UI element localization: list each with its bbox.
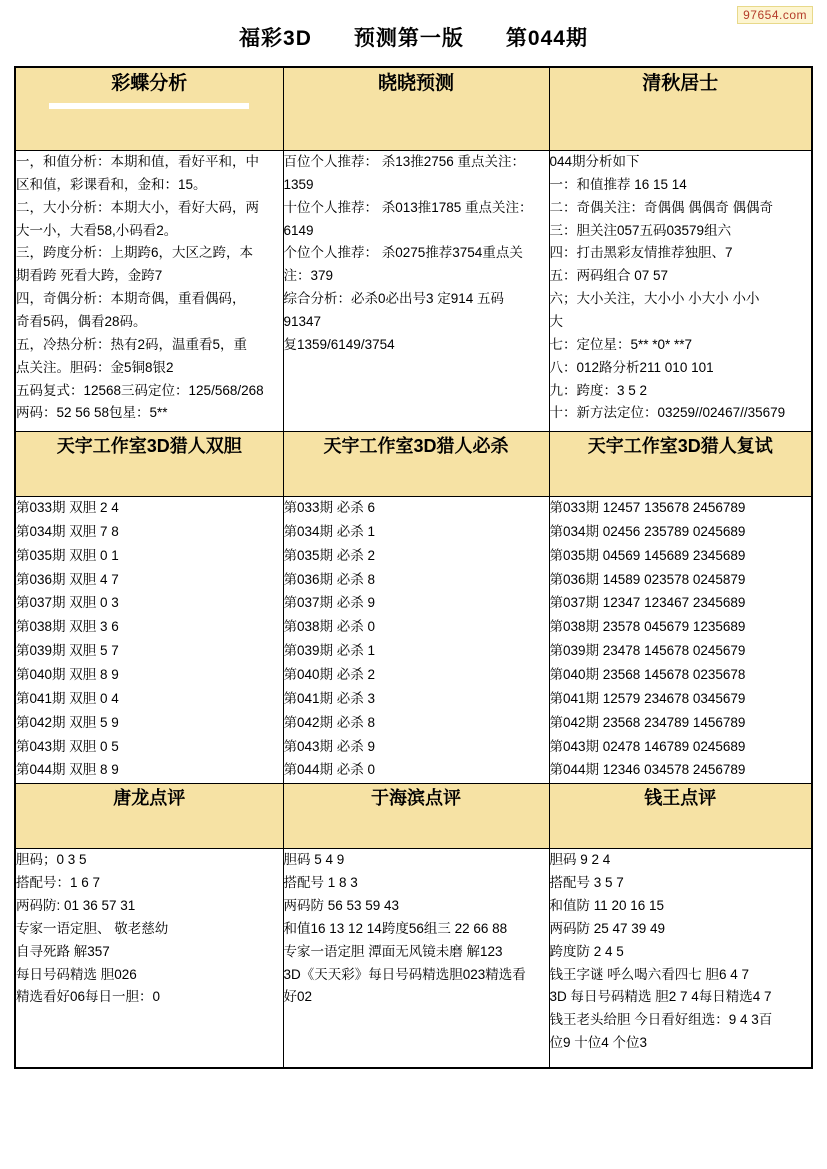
- text-line: 大一小，大看58,小码看2。: [16, 222, 178, 238]
- text-line: 每日号码精选 胆026: [16, 966, 137, 982]
- text-line: 和值防 11 20 16 15: [549, 898, 665, 914]
- section-body-bisha: [283, 497, 549, 784]
- text-line: 两码：52 56 58包星：5**: [16, 405, 168, 421]
- text-line: 专家一语定胆 潭面无风镜未磨 解123: [283, 943, 503, 959]
- text-line: 胆码；0 3 5: [16, 852, 87, 868]
- section-header-row: [15, 67, 812, 151]
- text-line: 第038期 双胆 3 6: [16, 619, 119, 635]
- text-line: 专家一语定胆、 敬老慈幼: [16, 920, 169, 936]
- text-line: 个位个人推荐： 杀0275推荐3754重点关: [283, 245, 523, 261]
- text-line: 胆码 9 2 4: [549, 852, 611, 868]
- text-line: 位9 十位4 个位3: [549, 1035, 648, 1051]
- section-body-row: [15, 151, 812, 432]
- text-line: 第041期 双胆 0 4: [16, 690, 119, 706]
- text-line: 第034期 02456 235789 0245689: [549, 523, 746, 539]
- section-title-cell: [283, 67, 549, 151]
- text-line: 三：胆关注057五码03579组六: [549, 222, 732, 238]
- text-line: 第041期 12579 234678 0345679: [549, 690, 746, 706]
- section-title-cell: [15, 784, 283, 849]
- text-line: 第043期 双胆 0 5: [16, 738, 119, 754]
- text-line: 第044期 必杀 0: [283, 762, 376, 778]
- text-line: 复1359/6149/3754: [283, 336, 395, 352]
- text-line: 大: [549, 314, 563, 330]
- site-watermark: 97654.com: [737, 6, 813, 24]
- text-line: 搭配号 3 5 7: [549, 875, 624, 891]
- text-line: 第039期 23478 145678 0245679: [549, 643, 746, 659]
- section-body-row: [15, 849, 812, 1069]
- text-line: 第040期 双胆 8 9: [16, 667, 119, 683]
- text-line: 第044期 12346 034578 2456789: [549, 762, 746, 778]
- text-line: 精选看好06每日一胆：0: [16, 989, 161, 1005]
- section-title-cell: [283, 784, 549, 849]
- section-header-row: [15, 432, 812, 497]
- section-title-cell: [283, 432, 549, 497]
- title-underline: [49, 103, 249, 109]
- text-line: 区和值，彩课看和，金和：15。: [16, 176, 207, 192]
- text-line: 第039期 必杀 1: [283, 643, 376, 659]
- text-line: 奇看5码，偶看28码。: [16, 314, 147, 330]
- text-line: 一，和值分析：本期和值，看好平和，中: [16, 154, 259, 169]
- section-title: 于海滨点评: [371, 788, 461, 809]
- text-line: 搭配号 1 8 3: [283, 875, 358, 891]
- text-line: 点关注。胆码：金5铜8银2: [16, 359, 174, 375]
- text-line: 第043期 必杀 9: [283, 738, 376, 754]
- text-line: 七：定位星：5** *0* **7: [549, 336, 693, 352]
- text-line: 第041期 必杀 3: [283, 690, 376, 706]
- text-line: 第035期 04569 145689 2345689: [549, 547, 746, 563]
- section-body-shuangdan: [15, 497, 283, 784]
- text-line: 五，冷热分析：热有2码，温重看5，重: [16, 336, 248, 352]
- text-line: 钱王字谜 呼么喝六看四七 胆6 4 7: [549, 966, 750, 982]
- text-line: 3D《天天彩》每日号码精选胆023精选看: [283, 966, 526, 982]
- text-line: 胆码 5 4 9: [283, 852, 345, 868]
- text-line: 1359: [283, 176, 314, 192]
- text-line: 第038期 必杀 0: [283, 619, 376, 635]
- text-line: 两码防 25 47 39 49: [549, 920, 666, 936]
- text-line: 91347: [283, 314, 322, 330]
- text-line: 第035期 双胆 0 1: [16, 547, 119, 563]
- text-line: 第036期 必杀 8: [283, 571, 376, 587]
- text-line: 第039期 双胆 5 7: [16, 643, 119, 659]
- section-title: 天宇工作室3D猎人双胆: [56, 436, 242, 456]
- section-title-cell: [549, 67, 812, 151]
- section-title-cell: [549, 784, 812, 849]
- text-line: 期看跨 死看大跨，金跨7: [16, 268, 163, 284]
- text-line: 第042期 23568 234789 1456789: [549, 714, 746, 730]
- section-title-cell: [15, 67, 283, 151]
- text-line: 第033期 必杀 6: [283, 500, 376, 515]
- text-line: 十：新方法定位：03259//02467//35679: [549, 405, 786, 421]
- text-line: 三，跨度分析：上期跨6，大区之跨，本: [16, 245, 254, 261]
- text-line: 6149: [283, 222, 314, 238]
- section-body-fushi: [549, 497, 812, 784]
- text-line: 第040期 必杀 2: [283, 667, 376, 683]
- text-line: 两码防: 01 36 57 31: [16, 898, 136, 914]
- section-title: 清秋居士: [642, 73, 719, 94]
- text-line: 第036期 双胆 4 7: [16, 571, 119, 587]
- text-line: 搭配号：1 6 7: [16, 875, 101, 891]
- section-title: 唐龙点评: [113, 788, 186, 809]
- text-line: 十位个人推荐： 杀013推1785 重点关注：: [283, 199, 533, 215]
- text-line: 第038期 23578 045679 1235689: [549, 619, 746, 635]
- text-line: 五：两码组合 07 57: [549, 268, 669, 284]
- section-body-qianwang: [549, 849, 812, 1069]
- section-body-xiaoxiao: [283, 151, 549, 432]
- section-header-row: [15, 784, 812, 849]
- text-line: 综合分析：必杀0必出号3 定914 五码: [283, 291, 505, 307]
- text-line: 四：打击黑彩友情推荐独胆、7: [549, 245, 733, 261]
- text-line: 五码复式：12568三码定位：125/568/268: [16, 382, 264, 398]
- text-line: 二：奇偶关注：奇偶偶 偶偶奇 偶偶奇: [549, 199, 774, 215]
- section-body-row: [15, 497, 812, 784]
- section-title: 晓晓预测: [377, 73, 454, 94]
- text-line: 第035期 必杀 2: [283, 547, 376, 563]
- text-line: 第036期 14589 023578 0245879: [549, 571, 746, 587]
- section-title: 天宇工作室3D猎人复试: [587, 436, 773, 456]
- text-line: 百位个人推荐： 杀13推2756 重点关注：: [283, 154, 526, 169]
- text-line: 第040期 23568 145678 0235678: [549, 667, 746, 683]
- section-title-cell: [15, 432, 283, 497]
- text-line: 044期分析如下: [549, 154, 640, 169]
- text-line: 第037期 双胆 0 3: [16, 595, 119, 611]
- section-title: 天宇工作室3D猎人必杀: [323, 436, 509, 456]
- text-line: 3D 每日号码精选 胆2 7 4每日精选4 7: [549, 989, 772, 1005]
- text-line: 两码防 56 53 59 43: [283, 898, 400, 914]
- text-line: 第044期 双胆 8 9: [16, 762, 119, 778]
- issue-label: 第044期: [505, 27, 588, 50]
- text-line: 自寻死路 解357: [16, 943, 110, 959]
- section-body-yuhaibin: [283, 849, 549, 1069]
- text-line: 第037期 必杀 9: [283, 595, 376, 611]
- prediction-sheet: [14, 66, 813, 1069]
- text-line: 第042期 双胆 5 9: [16, 714, 119, 730]
- section-title-cell: [549, 432, 812, 497]
- text-line: 八：012路分析211 010 101: [549, 359, 714, 375]
- text-line: 九：跨度：3 5 2: [549, 382, 648, 398]
- section-body-caidie: [15, 151, 283, 432]
- section-title: 彩蝶分析: [111, 73, 188, 94]
- text-line: 跨度防 2 4 5: [549, 943, 624, 959]
- text-line: 和值16 13 12 14跨度56组三 22 66 88: [283, 920, 508, 936]
- text-line: 第034期 双胆 7 8: [16, 523, 119, 539]
- section-body-tanglong: [15, 849, 283, 1069]
- text-line: 二，大小分析：本期大小，看好大码，两: [16, 199, 259, 215]
- section-title: 钱王点评: [644, 788, 717, 809]
- lottery-name: 福彩3D: [239, 27, 312, 50]
- text-line: 六；大小关注，大小小 小大小 小小: [549, 291, 760, 307]
- edition-label: 预测第一版: [353, 27, 464, 50]
- text-line: 第037期 12347 123467 2345689: [549, 595, 746, 611]
- text-line: 好02: [283, 989, 313, 1005]
- page-title: [0, 0, 827, 60]
- text-line: 第043期 02478 146789 0245689: [549, 738, 746, 754]
- section-body-qingqiu: [549, 151, 812, 432]
- text-line: 一：和值推荐 16 15 14: [549, 176, 687, 192]
- text-line: 注：379: [283, 268, 334, 284]
- text-line: 钱王老头给胆 今日看好组选：9 4 3百: [549, 1012, 773, 1028]
- text-line: 四，奇偶分析：本期奇偶，重看偶码，: [16, 291, 246, 307]
- text-line: 第033期 双胆 2 4: [16, 500, 119, 515]
- text-line: 第042期 必杀 8: [283, 714, 376, 730]
- text-line: 第033期 12457 135678 2456789: [549, 500, 746, 515]
- text-line: 第034期 必杀 1: [283, 523, 376, 539]
